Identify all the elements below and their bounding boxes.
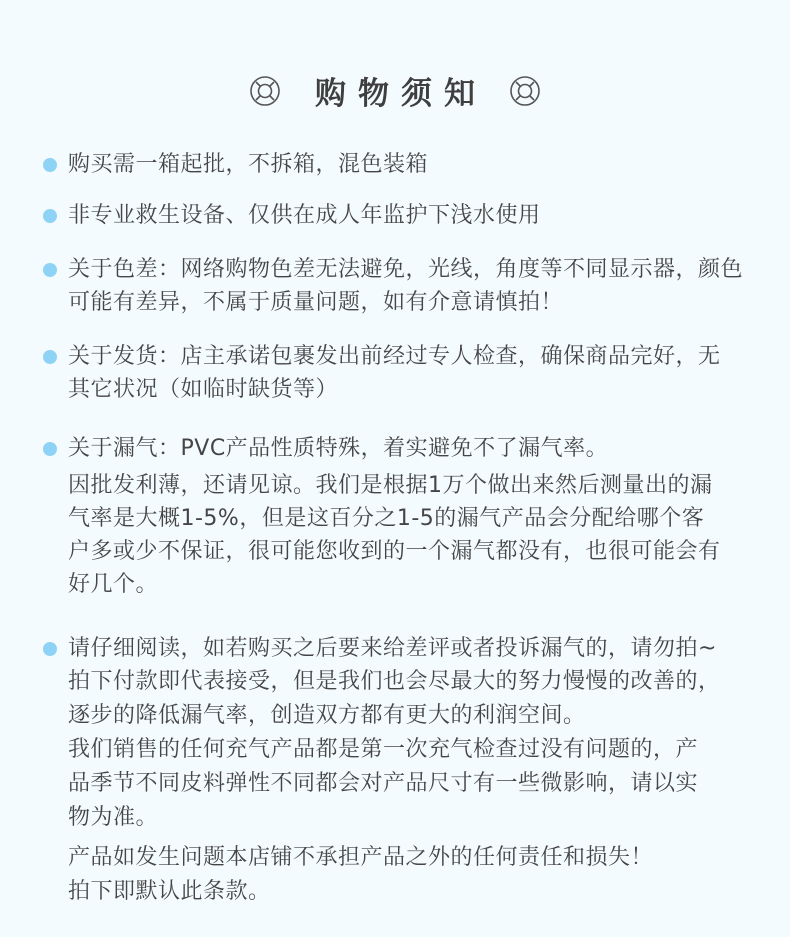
- notice-text-line: 拍下付款即代表接受，但是我们也会尽最大的努力慢慢的改善的，: [68, 669, 721, 694]
- notice-text-line: 因批发利薄，还请见谅。我们是根据1万个做出来然后测量出的漏: [68, 473, 713, 498]
- page-title-row: [0, 68, 790, 113]
- bullet-dot-icon: [43, 350, 57, 364]
- bullet-dot-icon: [43, 442, 57, 456]
- notice-text-line: 非专业救生设备、仅供在成人年监护下浅水使用: [68, 203, 541, 228]
- bullet-dot-icon: [43, 263, 57, 277]
- lifebuoy-icon: [509, 75, 541, 107]
- bullet-dot-icon: [43, 209, 57, 223]
- notice-text-line: 户多或少不保证，很可能您收到的一个漏气都没有，也很可能会有: [68, 539, 721, 564]
- notice-text-line: 逐步的降低漏气率，创造双方都有更大的利润空间。: [68, 703, 586, 728]
- notice-text-line: 产品如发生问题本店铺不承担产品之外的任何责任和损失！: [68, 845, 654, 870]
- notice-text-line: 拍下即默认此条款。: [68, 879, 271, 904]
- page-title: 购物须知: [315, 76, 487, 112]
- notice-text-line: 好几个。: [68, 572, 159, 597]
- bullet-dot-icon: [43, 642, 57, 656]
- notice-text-line: 我们销售的任何充气产品都是第一次充气检查过没有问题的，产: [68, 737, 699, 762]
- notice-text-line: 可能有差异，不属于质量问题，如有介意请慎拍！: [68, 290, 564, 315]
- notice-text-line: 购买需一箱起批，不拆箱，混色装箱: [68, 152, 429, 177]
- notice-text-line: 气率是大概1-5%，但是这百分之1-5的漏气产品会分配给哪个客: [68, 506, 705, 531]
- notice-text-line: 关于发货：店主承诺包裹发出前经过专人检查，确保商品完好，无: [68, 344, 721, 369]
- bullet-dot-icon: [43, 158, 57, 172]
- notice-text-line: 物为准。: [68, 805, 159, 830]
- notice-text-line: 关于色差：网络购物色差无法避免，光线，角度等不同显示器，颜色: [68, 257, 744, 282]
- notice-text-line: 其它状况（如临时缺货等）: [68, 377, 339, 402]
- notice-text-line: 品季节不同皮料弹性不同都会对产品尺寸有一些微影响，请以实: [68, 771, 699, 796]
- lifebuoy-icon: [249, 75, 281, 107]
- notice-text-line: 关于漏气：PVC产品性质特殊，着实避免不了漏气率。: [68, 436, 609, 461]
- notice-text-line: 请仔细阅读，如若购买之后要来给差评或者投诉漏气的，请勿拍~: [68, 636, 717, 661]
